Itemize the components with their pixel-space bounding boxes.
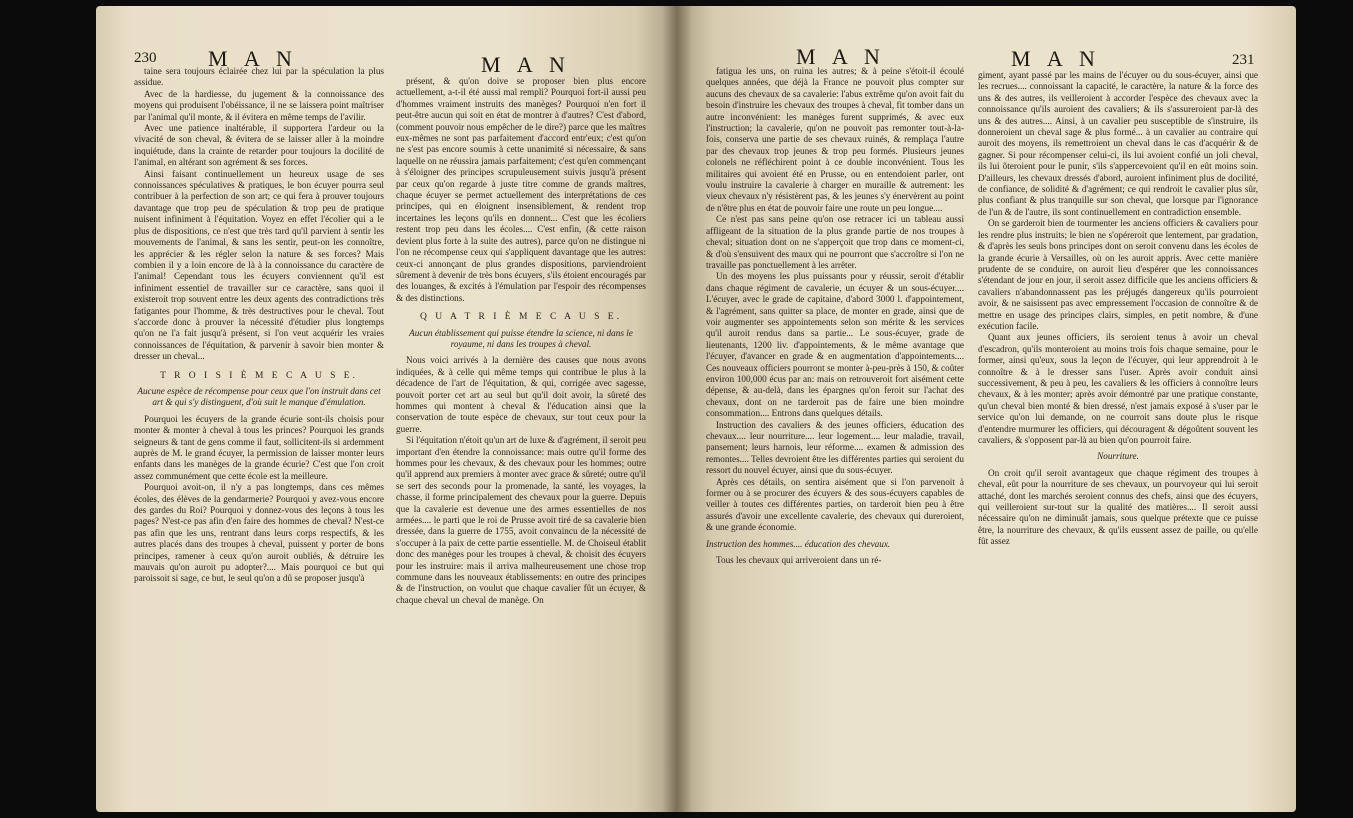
section-title: Q U A T R I È M E C A U S E. — [420, 312, 622, 323]
paragraph: Instruction des cavaliers & des jeunes officiers, éducation des chevaux.... leur nourriture.... leur logement.... leur maladie, travail, pansement; leurs harnois, leur réforme.... examen & admission des remontes.... Telles devroient être les différentes parties qui seroient du ressort du nouvel écuyer, ainsi que du sous-écuyer. — [706, 419, 964, 476]
right-page-number: 231 — [1232, 52, 1255, 68]
paragraph: fatigua les uns, on ruina les autres; & à peine s'étoit-il écoulé quelques années, que déjà la France ne pouvoit plus compter sur aucuns des chevaux de sa cavalerie: l'abus extrême qu'on avoit fait du besoin d'instruire les chevaux des troupes à cheval, fit tomber dans un autre inconvénient: les manèges furent supprimés, & avec eux l'instruction; la cavalerie, qu'on ne pouvoit pas remonter tout-à-la-fois, conserva une partie de ses chevaux ruinés, & remplaça l'autre par des chevaux trop jeunes & trop peu formés. Plusieurs jeunes colonels ne réfléchirent point à ce double inconvénient. Tous les militaires qui avoient été en Prusse, ou en entendoient parler, ont voulu instruire la cavalerie à charger en muraille & autrement: les vieux chevaux n'y résistèrent pas, & les jeunes s'y énervèrent au point de n'être plus en état de pouvoir faire une route un peu longue.... — [706, 66, 964, 213]
paragraph: Tous les chevaux qui arriveroient dans un ré- — [716, 555, 882, 566]
book-gutter — [662, 6, 692, 812]
paragraph: On croit qu'il seroit avantageux que chaque régiment des troupes à cheval, eût pour la nourriture de ses chevaux, un pourvoyeur qui lui seroit attaché, dont les marchés seroient connus des chefs, ainsi que des écuyers, qui veilleroient sur-tout sur la qualité des matières.... Il seroit aussi nécessaire qu'on ne diminuât jamais, sous quelque prétexte que ce puisse être, la nourriture des chevaux, & qu'ils eussent assez de paille, ou qu'elle fût assez — [978, 467, 1258, 547]
left-page — [96, 6, 676, 812]
paragraph: Un des moyens les plus puissants pour y réussir, seroit d'établir dans chaque régiment de cavalerie, un écuyer & un sous-écuyer.... L'écuyer, avec le grade de capitaine, d'abord 3000 l. d'appointement, & l'agrément, sans quitter sa place, de monter en grade, ainsi que de voir augmenter ses appointements selon son mérite & les services qu'il auroit rendus dans sa partie... Le sous-écuyer, grade de lieutenants, 1200 liv. d'appointements, & le même avantage que l'écuyer, d'avancer en grade & en augmentation d'appointements.... Ces nouveaux officiers pourront se monter à-peu-près à 150, & coûter environ 100,000 écus par an: mais on retrouveroit fort aisément cette dépense, & au-delà, dans les épargnes qu'on feroit sur l'achat des chevaux, dont on ne tarderoit pas de faire une bien moindre consommation.... Entrons dans quelques détails. — [706, 271, 964, 419]
paragraph: présent, & qu'on doive se proposer bien plus encore actuellement, a-t-il été aussi mal rempli? Pourquoi fort-il aussi peu d'hommes vraiment instruits des manèges? Pourquoi n'en fort il peut-être aucun qui soit en état de montrer à d'autres? C'est d'abord, (comment pouvoir nous empêcher de le dire?) parce que les maîtres eux-mêmes ne sont pas parfaitement d'accord entr'eux; c'est qu'on ne s'est pas encore soumis à cette unanimité si nécessaire, & sans laquelle on ne réussira jamais parfaitement; c'est qu'en commençant à s'éloigner des principes scrupuleusement suivis jusqu'à présent par ceux qu'on regarde à juste titre comme de grands maîtres, chaque écuyer se permet actuellement des interprétations de ces principes, qui en éloignent insensiblement, & rendent trop incertaines les leçons qu'ils en donnent... C'est que les écoliers restent trop peu dans les écoles.... C'est enfin, (& cette raison devient plus forte à la suite des autres), parce qu'on ne distingue ni l'on ne récompense ceux qui s'appliquent davantage que les autres: ceux-ci annonçant de plus grandes dispositions, parviendroient sûrement à devenir de très bons écuyers, s'ils étoient encouragés par des louanges, & excités à l'émulation par l'espoir des récompenses & des distinctions. — [396, 76, 646, 303]
subhead: Instruction des hommes.... éducation des chevaux. — [706, 538, 891, 549]
left-col2-running-head: M A N — [481, 52, 571, 77]
paragraph: Quant aux jeunes officiers, ils seroient tenus à avoir un cheval d'escadron, qu'ils monteroient au moins trois fois chaque semaine, pour le former, ainsi qu'eux, sous la leçon de l'écuyer, qui leur apprendroit à le connoître & à le dresser sans l'user. Après avoir conduit ainsi successivement, & peu à peu, les cavaliers & les officiers à connoître leurs chevaux, & à les monter; après avoir démontré par une pratique constante, qu'un cheval bien monté & bien dressé, n'est jamais exposé à s'user par le service qu'on lui demande, on ne courroit sans doute plus le risque d'entendre murmurer les officiers, qui découragent & dégoûtent souvent les cavaliers, & s'opposent par-là au bien qu'on pourroit faire. — [978, 332, 1258, 445]
right-column-2 — [978, 70, 1258, 806]
paragraph: Ainsi faisant continuellement un heureux usage de ses connoissances spéculatives & pratiques, le bon écuyer pourra seul contribuer à la perfection de son art; ce qui fera à prouver toujours davantage que trop peu de spéculation & trop peu de pratique nuisent infiniment à l'équitation. Voyez en effet l'écolier qui a le plus de dispositions, ce n'est que très tard qu'il parvient à sentir les mouvements de l'animal, & sans les sentir, peut-on les connoître, les apprécier & les régler selon la nature & ses forces? Mais combien il y a loin encore de là à la connoissance du caractère de l'animal! Cependant tous les écuyers conviennent qu'il est infiniment essentiel de travailler sur ce caractère, sans quoi il existeroit trop souvent entre les deux agents des contradictions très fatigantes pour l'homme, & très destructives pour le cheval. Tout s'accorde donc à prouver la nécessité d'étudier plus longtemps qu'on ne l'a fait jusqu'à présent, si l'on veut acquérir les vraies connoissances de l'équitation, & parvenir à savoir bien monter & dresser un cheval... — [134, 168, 384, 362]
paragraph: Après ces détails, on sentira aisément que si l'on parvenoit à former ou à se procurer des écuyers & des sous-écuyers capables de veiller à toutes ces différentes parties, on tarderoit bien peu à être assurés d'avoir une excellente cavalerie, des chevaux qui dureroient, & une grande économie. — [706, 476, 964, 533]
paragraph: taine sera toujours éclairée chez lui par la spéculation la plus assidue. — [134, 66, 384, 88]
left-running-head: M A N — [208, 46, 298, 71]
right-running-head-right: M A N — [1011, 46, 1101, 71]
paragraph: Avec une patience inaltérable, il supportera l'ardeur ou la vivacité de son cheval, & évitera de se laisser aller à la moindre inquiétude, dans la crainte de retarder pour toujours la docilité de l'animal, en altérant son agrément & ses forces. — [134, 123, 384, 168]
paragraph: giment, ayant passé par les mains de l'écuyer ou du sous-écuyer, ainsi que les recrues.... connoissant la capacité, le caractère, la nature & la force des uns & des autres, ils veilleroient à accorder l'espèce des chevaux avec la connoissance qu'ils auroient des cavaliers; & ils s'assureroient par-là des uns & des autres.... Ainsi, à un cavalier peu susceptible de s'instruire, ils donneroient un cheval sage & plus formé... à un cavalier au contraire qui auroit des moyens, ils remettroient un cheval dans le cas d'acquérir & de gagner. Si pour récompenser celui-ci, ils lui avoient confié un joli cheval, ils lui ôteroient pour le punir, s'ils s'appercevoient qu'il en eût moins soin. D'ailleurs, les chevaux dressés d'abord, auroient infiniment plus de docilité, de confiance, de solidité & d'agrément; ce qui rendroit le cavalier plus sûr, plus confiant & plus tranquille sur son cheval, que lorsque par l'ignorance de l'un & de l'autre, ils sont continuellement en contradiction ensemble. — [978, 70, 1258, 217]
left-column-2 — [396, 76, 646, 806]
section-title: T R O I S I È M E C A U S E. — [160, 370, 358, 381]
paragraph: Avec de la hardiesse, du jugement & la connoissance des moyens qui produisent l'obéissance, il ne se laissera point maîtriser par l'animal qu'il monte, & il évitera en même temps de l'avilir. — [134, 88, 384, 122]
subhead: Nourriture. — [1097, 451, 1139, 462]
left-column-1 — [134, 66, 384, 806]
left-page-number: 230 — [134, 50, 157, 66]
paragraph: Pourquoi les écuyers de la grande écurie sont-ils choisis pour monter & monter à cheval à tous les princes? Pourquoi les grands seigneurs & tant de gens comme il faut, sollicitent-ils si ardemment auprès de M. le grand écuyer, la permission de laisser monter leurs enfants dans les manèges de la grande écurie? C'est que l'on croit assez communément que cette école est la meilleure. — [134, 413, 384, 481]
paragraph: Nous voici arrivés à la dernière des causes que nous avons indiquées, & à celle qui même temps qui contribue le plus à la décadence de l'art de l'équitation, & qui, corrigée avec sagesse, pouvoit porter cet art au seul but qu'il doit avoir, la sûreté des hommes qui montent à cheval & l'éducation ainsi que la conservation de toute espèce de chevaux, sur tout ceux pour la guerre. — [396, 355, 646, 434]
open-book — [96, 6, 1296, 812]
right-column-1 — [706, 66, 964, 806]
right-page — [676, 6, 1296, 812]
right-running-head-left: M A N — [796, 44, 886, 69]
paragraph: Si l'équitation n'étoit qu'un art de luxe & d'agrément, il seroit peu important d'en étendre la connoissance: mais outre qu'il forme des hommes pour les chevaux, & des chevaux pour les hommes; outre qu'il apprend aux premiers à monter avec grace & sûreté; outre qu'il se sert des seconds pour la promenade, la santé, les voyages, la chasse, il forme principalement des chevaux pour la guerre. Depuis que la cavalerie est devenue une des armes essentielles de nos armées.... le parti que le roi de Prusse avoit tiré de sa cavalerie bien dressée, dans la guerre de 1755, avoit convaincu de la nécessité de s'occuper à la paix de cette partie essentielle. M. de Choiseul établit donc des manèges pour les troupes à cheval, & choisit des écuyers pour les instruire: mais il arriva malheureusement une chose trop commune dans les nouveaux établissements: en outre des principes & de l'instruction, on voulut que chaque cavalier fût un écuyer, & chaque cheval un cheval de manège. On — [396, 435, 646, 605]
paragraph: Pourquoi avoit-on, il n'y a pas longtemps, dans ces mêmes écoles, des élèves de la gendarmerie? Pourquoi y avez-vous encore des gardes du Roi? Pourquoi y donnez-vous des leçons à tous les pages? N'est-ce pas afin d'en faire des hommes de cheval? N'est-ce pas afin que les uns, rentrant dans leurs corps respectifs, & les autres placés dans des troupes à cheval, puissent y porter de bons principes, ramener à ceux qu'on auroit oubliés, & détruire les mauvais qu'on auroit pu adopter?.... Mais pourquoi ce but qui paroissoit si sage, ce but, le seul qu'on a dû se proposer jusqu'à — [134, 482, 384, 584]
paragraph: On se garderoit bien de tourmenter les anciens officiers & cavaliers pour les rendre plus instruits; le bien ne s'opéreroit que lentement, par gradation, & d'après les seuls bons principes dont on seroit convenu dans les écoles de la grande écurie à Versailles, où on les auroit appris. Avec cette manière prudente de se conduire, on auroit lieu d'espérer que les connoissances s'étendant de jour en jour, il seroit assez difficile que les anciens officiers & cavaliers n'abandonnassent pas les préjugés dangereux qu'ils pourroient avoir, & ne saisissent pas avec empressement l'occasion de connoître & de mettre en usage des principes clairs, simples, en petit nombre, & d'une exécution facile. — [978, 218, 1258, 331]
section-subtitle: Aucune espèce de récompense pour ceux que l'on instruit dans cet art & qui s'y distinguent, d'où suit le manque d'émulation. — [137, 385, 381, 408]
section-subtitle: Aucun établissement qui puisse étendre la science, ni dans le royaume, ni dans les troupes à cheval. — [409, 327, 633, 349]
paragraph: Ce n'est pas sans peine qu'on ose retracer ici un tableau aussi affligeant de la situation de la plus grande partie de nos troupes à cheval; situation dont on ne s'apperçoit que trop dans ce moment-ci, & d'où s'ensuivent des maux qui ne pourront que s'accroître si l'on ne travaille pas ponctuellement à les arrêter. — [706, 214, 964, 270]
